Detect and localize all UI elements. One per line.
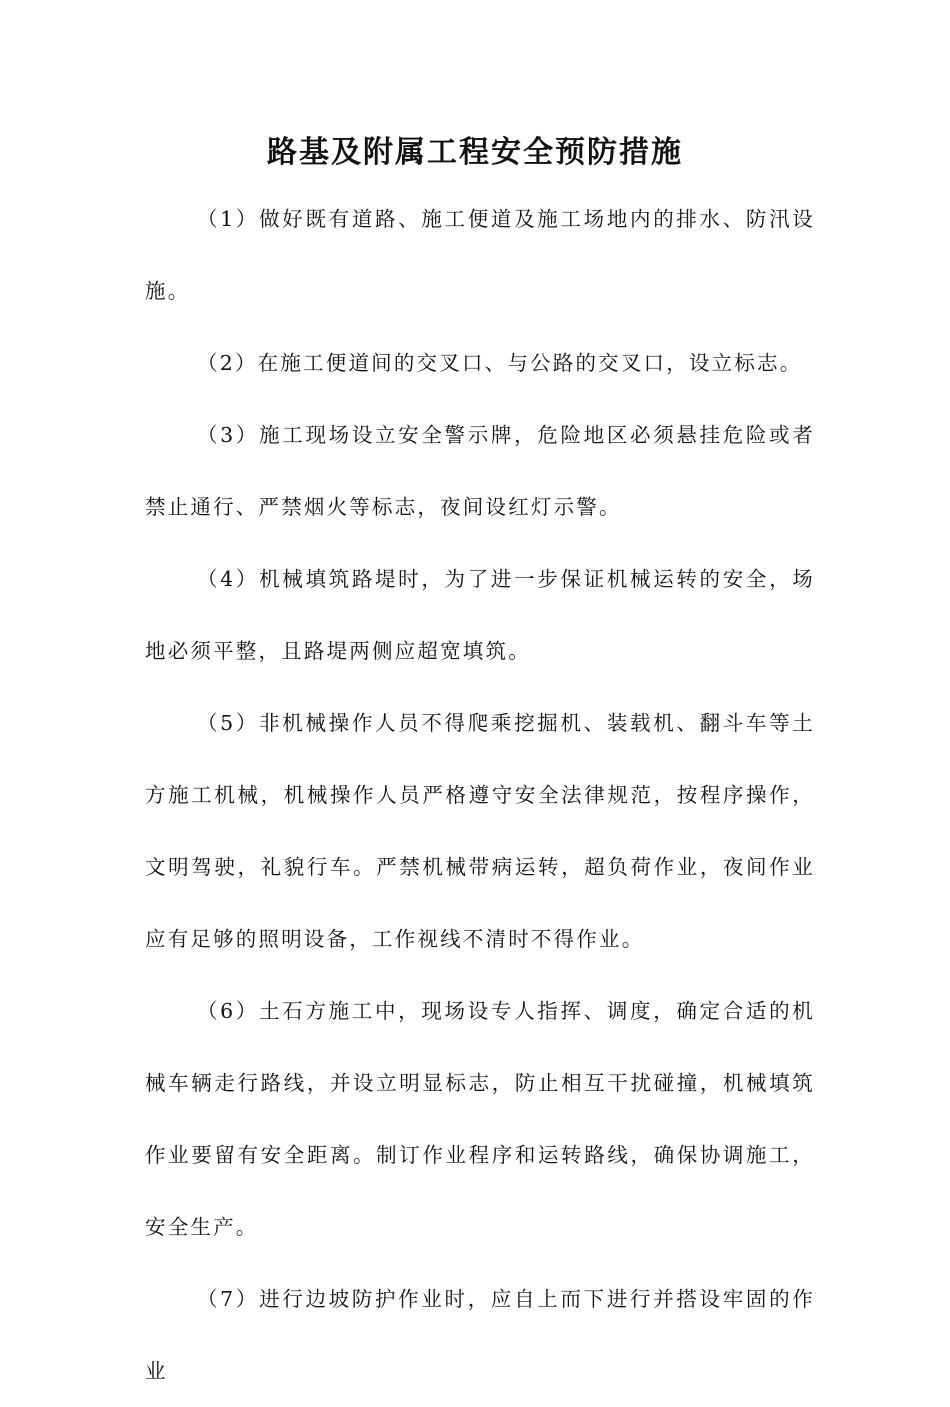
paragraph-2: （2）在施工便道间的交叉口、与公路的交叉口，设立标志。 — [197, 351, 803, 375]
document-body — [145, 183, 815, 1407]
paragraph-5: （5）非机械操作人员不得爬乘挖掘机、装载机、翻斗车等土方施工机械，机械操作人员严格遵守安全法律规范，按程序操作，文明驾驶，礼貌行车。严禁机械带病运转，超负荷作业，夜间作业应有足够的照明设备，工作视线不清时不得作业。 — [145, 711, 815, 951]
paragraph-4: （4）机械填筑路堤时，为了进一步保证机械运转的安全，场地必须平整，且路堤两侧应超宽填筑。 — [145, 567, 815, 663]
paragraph-6: （6）土石方施工中，现场设专人指挥、调度，确定合适的机械车辆走行路线，并设立明显标志，防止相互干扰碰撞，机械填筑作业要留有安全距离。制订作业程序和运转路线，确保协调施工，安全生产。 — [145, 999, 815, 1239]
paragraph-1: （1）做好既有道路、施工便道及施工场地内的排水、防汛设施。 — [145, 207, 815, 303]
paragraph-7: （7）进行边坡防护作业时，应自上而下进行并搭设牢固的作业 — [145, 1287, 815, 1383]
paragraph-3: （3）施工现场设立安全警示牌，危险地区必须悬挂危险或者禁止通行、严禁烟火等标志，夜间设红灯示警。 — [145, 423, 815, 519]
document-title: 路基及附属工程安全预防措施 — [267, 135, 683, 170]
